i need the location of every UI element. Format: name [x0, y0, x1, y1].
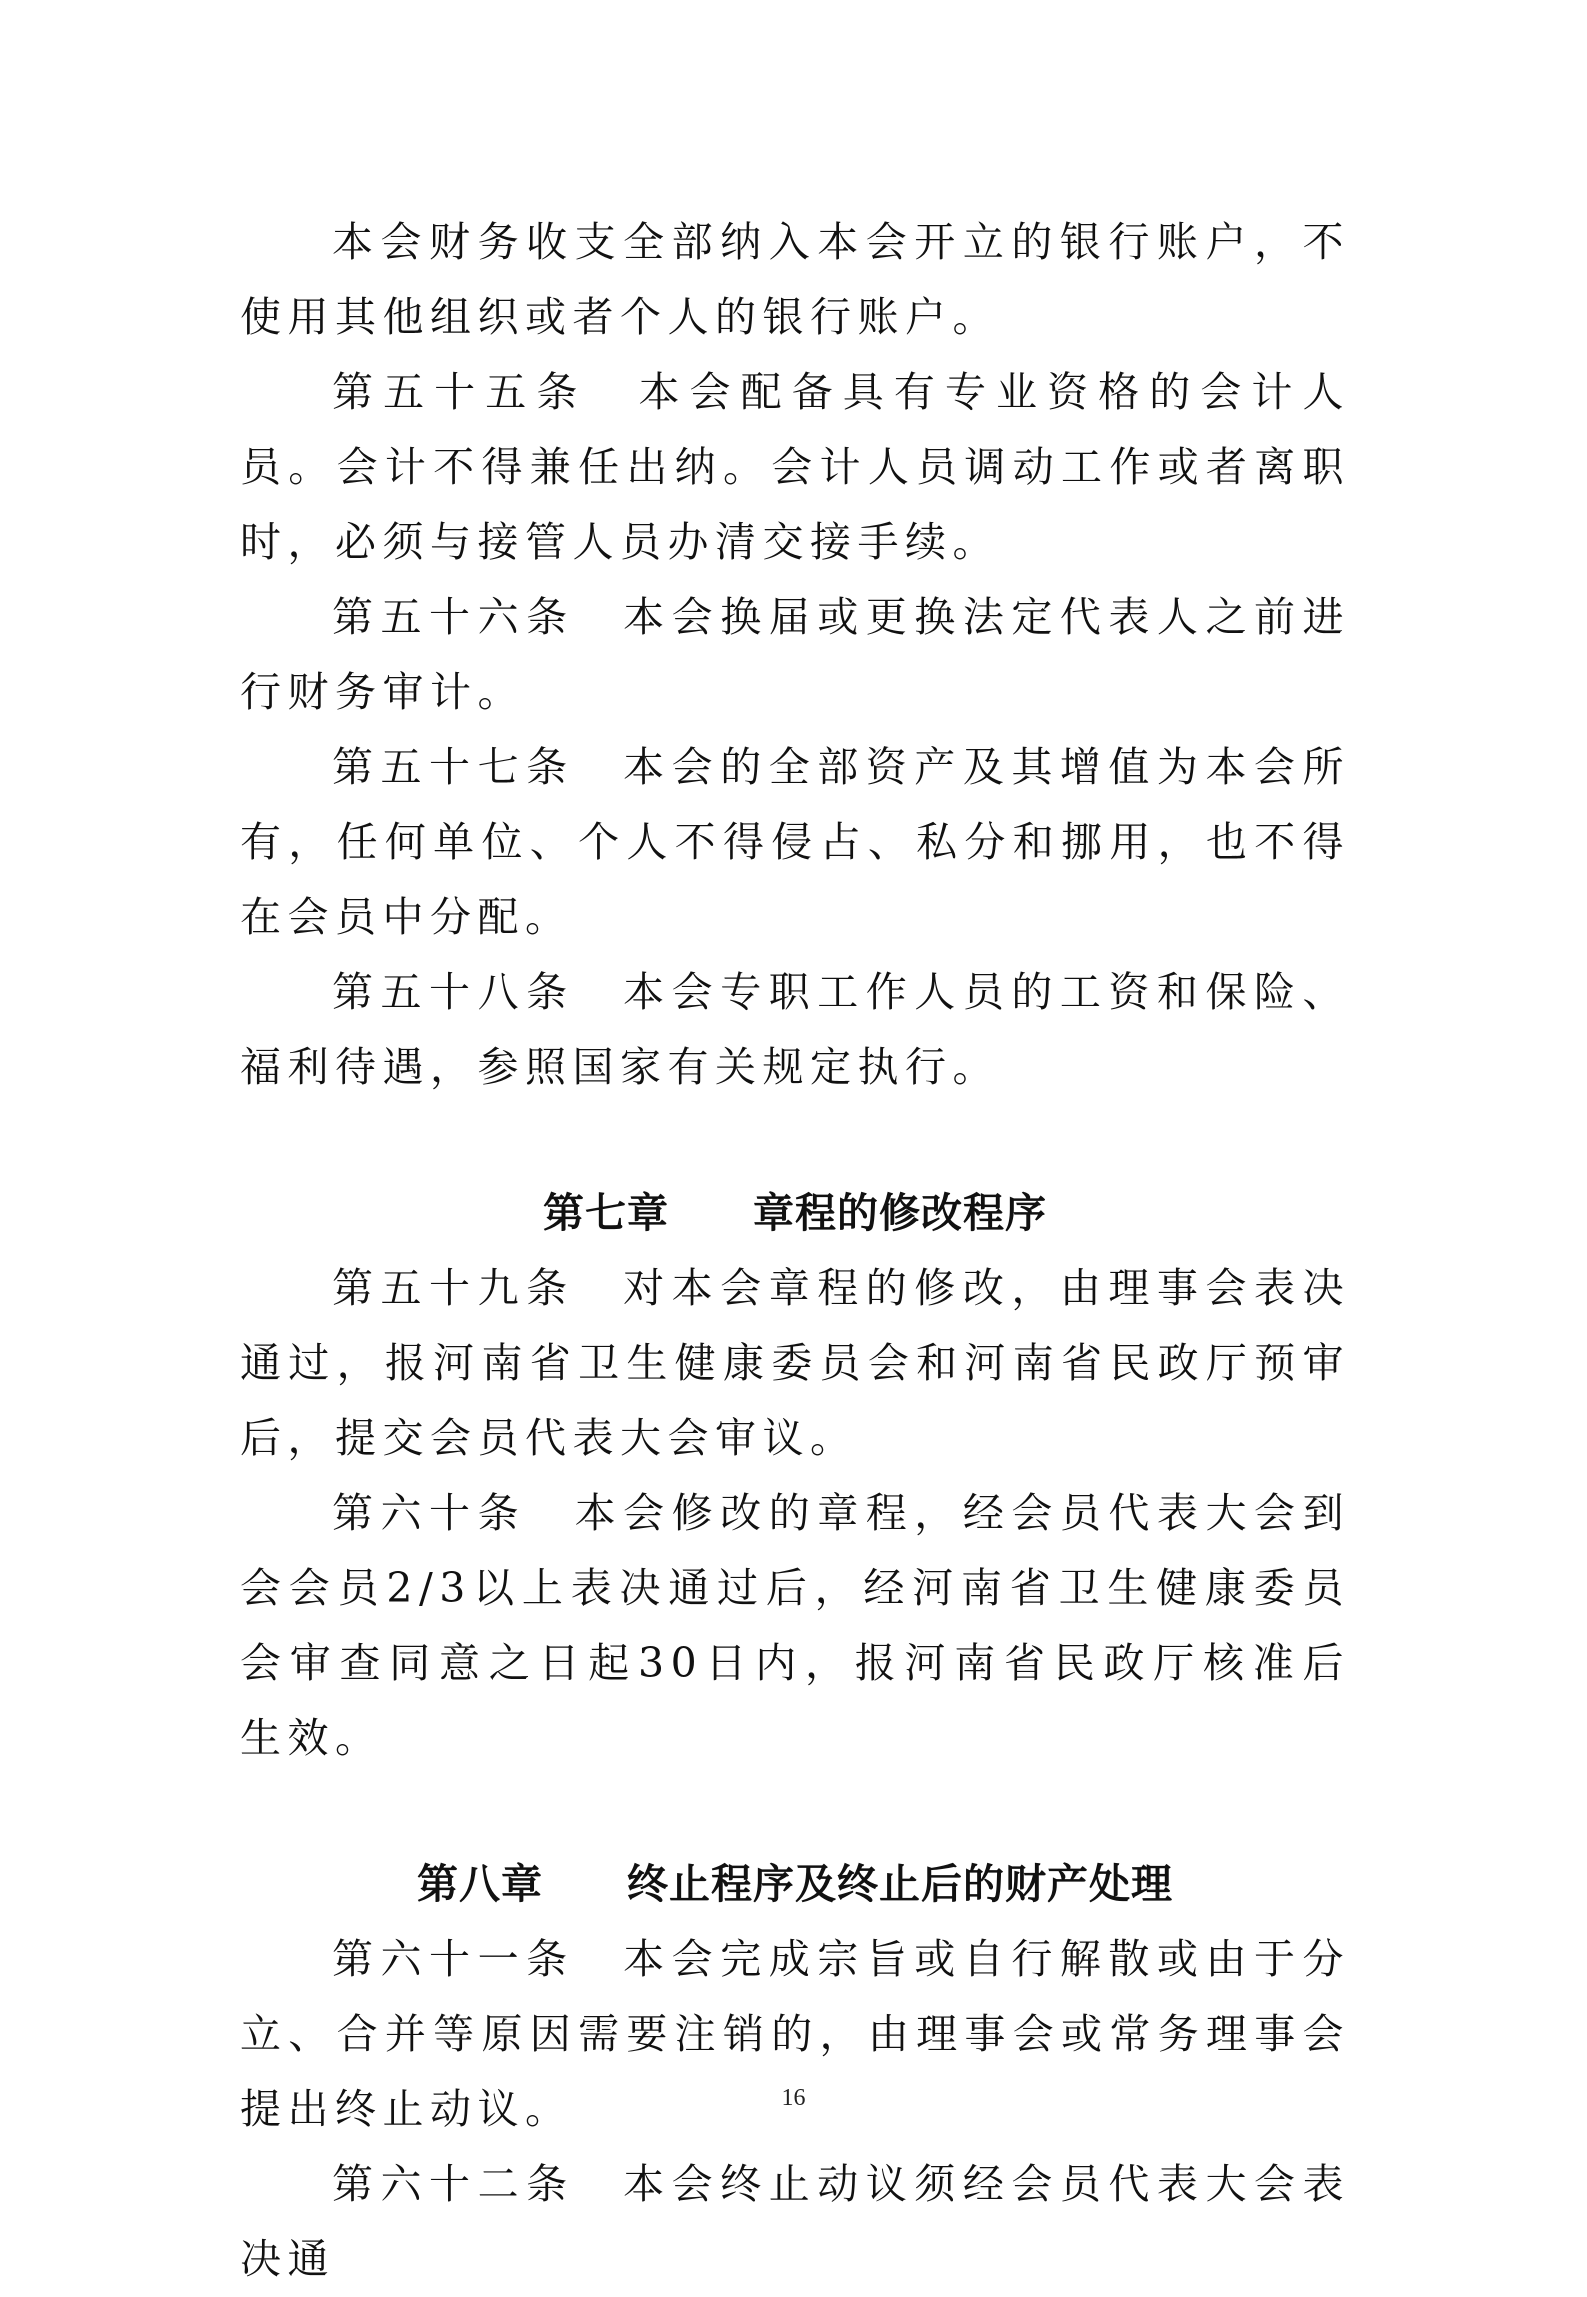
page-number: 16	[781, 2085, 806, 2111]
paragraph-finance-accounts: 本会财务收支全部纳入本会开立的银行账户，不使用其他组织或者个人的银行账户。	[240, 218, 1350, 341]
chapter-7-heading: 第七章 章程的修改程序	[543, 1189, 1047, 1237]
article-59: 第五十九条 对本会章程的修改，由理事会表决通过，报河南省卫生健康委员会和河南省民政厅预审后，提交会员代表大会审议。	[240, 1264, 1350, 1462]
article-58: 第五十八条 本会专职工作人员的工资和保险、福利待遇，参照国家有关规定执行。	[240, 968, 1350, 1091]
article-61: 第六十一条 本会完成宗旨或自行解散或由于分立、合并等原因需要注销的，由理事会或常务理事会提出终止动议。	[240, 1935, 1350, 2133]
article-56: 第五十六条 本会换届或更换法定代表人之前进行财务审计。	[240, 593, 1350, 716]
article-62: 第六十二条 本会终止动议须经会员代表大会表决通	[240, 2160, 1350, 2283]
article-60: 第六十条 本会修改的章程，经会员代表大会到会会员2/3以上表决通过后，经河南省卫生健康委员会审查同意之日起30日内，报河南省民政厅核准后生效。	[240, 1489, 1350, 1762]
page-content	[240, 205, 1350, 2297]
article-57: 第五十七条 本会的全部资产及其增值为本会所有，任何单位、个人不得侵占、私分和挪用，也不得在会员中分配。	[240, 743, 1350, 941]
article-55: 第五十五条 本会配备具有专业资格的会计人员。会计不得兼任出纳。会计人员调动工作或者离职时，必须与接管人员办清交接手续。	[240, 368, 1350, 566]
chapter-8-heading: 第八章 终止程序及终止后的财产处理	[417, 1860, 1173, 1908]
